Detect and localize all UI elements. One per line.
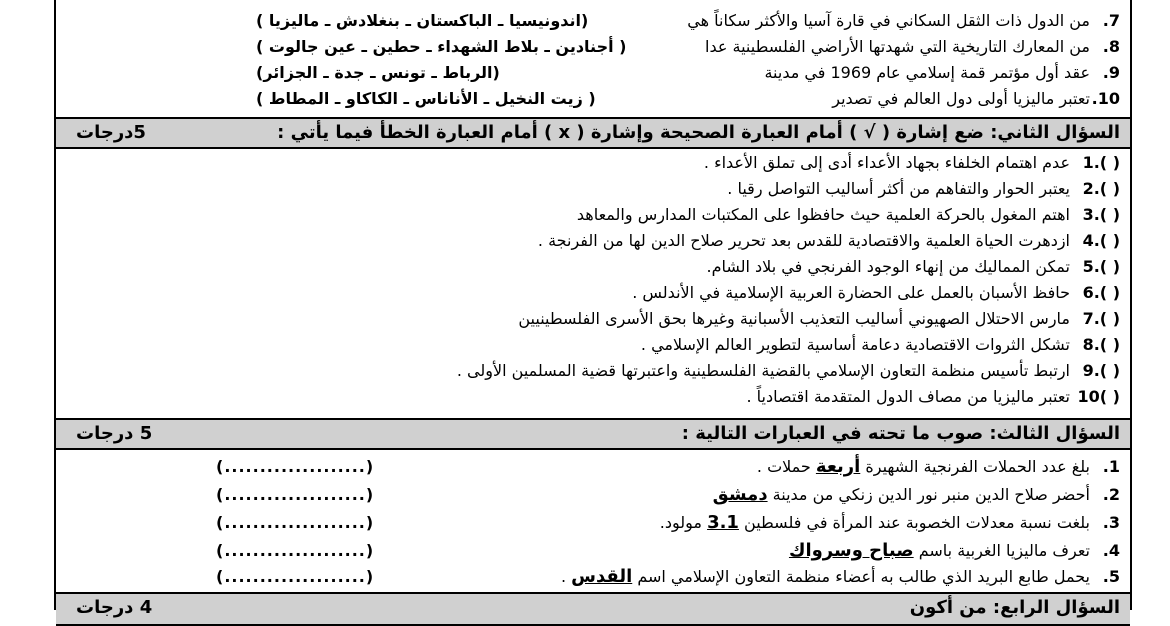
correction-number: .3 <box>1102 513 1120 532</box>
mcq-item-8 <box>56 34 1130 60</box>
tf-answer-slot[interactable]: 9.( ) <box>1082 361 1120 380</box>
correction-post: مولود. <box>659 513 702 532</box>
mcq-stem: من المعارك التاريخية التي شهدتها الأراضي الفلسطينية عدا <box>705 37 1090 56</box>
mcq-item-9 <box>56 60 1130 86</box>
tf-answer-slot[interactable]: 4.( ) <box>1082 231 1120 250</box>
correction-post: . <box>560 567 567 586</box>
mcq-stem: عقد أول مؤتمر قمة إسلامي عام 1969 في مدينة <box>764 63 1090 82</box>
correction-key: دمشق <box>712 484 768 505</box>
tf-statement: مارس الاحتلال الصهيوني أساليب التعذيب الأسبانية وغيرها بحق الأسرى الفلسطينيين <box>518 309 1070 328</box>
question-2-header <box>56 117 1130 149</box>
tf-answer-slot[interactable]: 6.( ) <box>1082 283 1120 302</box>
tf-statement: اهتم المغول بالحركة العلمية حيث حافظوا على المكتبات المدارس والمعاهد <box>576 205 1070 224</box>
question-3-score: 5 درجات <box>76 423 153 444</box>
answer-blank[interactable]: (....................) <box>216 567 375 586</box>
exam-sheet <box>54 0 1132 618</box>
tf-statement: يعتبر الحوار والتفاهم من أكثر أساليب التواصل رقيا . <box>727 179 1070 198</box>
tf-answer-slot[interactable]: 7.( ) <box>1082 309 1120 328</box>
answer-blank[interactable]: (....................) <box>216 485 375 504</box>
tf-answer-slot[interactable]: 8.( ) <box>1082 335 1120 354</box>
question-3-title: السؤال الثالث: صوب ما تحته في العبارات التالية : <box>681 423 1120 444</box>
mcq-options: (الرباط ـ تونس ـ جدة ـ الجزائر) <box>256 63 500 82</box>
correction-number: .4 <box>1102 541 1120 560</box>
tf-answer-slot[interactable]: 2.( ) <box>1082 179 1120 198</box>
question-4-title: السؤال الرابع: من أكون <box>909 597 1120 618</box>
correction-key: أربعة <box>815 456 861 477</box>
question-3-header <box>56 418 1130 450</box>
tf-item <box>56 306 1130 332</box>
question-4-header <box>56 592 1130 626</box>
correction-pre: بلغت نسبة معدلات الخصوبة عند المرأة في فلسطين <box>744 513 1090 532</box>
tf-item <box>56 176 1130 202</box>
correction-pre: يحمل طابع البريد الذي طالب به أعضاء منظمة التعاون الإسلامي اسم <box>637 567 1090 586</box>
tf-statement: ارتبط تأسيس منظمة التعاون الإسلامي بالقضية الفلسطينية واعتبرتها قضية المسلمين الأولى . <box>456 361 1070 380</box>
question-4-score: 4 درجات <box>76 597 153 618</box>
mcq-number: .8 <box>1102 37 1120 56</box>
mcq-options: (اندونيسيا ـ الباكستان ـ بنغلادش ـ ماليزيا ) <box>256 11 589 30</box>
mcq-number: .9 <box>1102 63 1120 82</box>
question-2-title: السؤال الثاني: ضع إشارة ( √ ) أمام العبارة الصحيحة وإشارة ( x ) أمام العبارة الخطأ فيما يأتي : <box>277 122 1120 143</box>
mcq-item-10 <box>56 86 1130 112</box>
mcq-options: ( زيت النخيل ـ الأناناس ـ الكاكاو ـ المطاط ) <box>256 89 596 108</box>
question-2-score: 5درجات <box>76 122 146 143</box>
correction-item <box>56 538 1130 564</box>
tf-item <box>56 280 1130 306</box>
tf-item <box>56 150 1130 176</box>
tf-statement: تشكل الثروات الاقتصادية دعامة أساسية لتطوير العالم الإسلامي . <box>640 335 1070 354</box>
tf-answer-slot[interactable]: 1.( ) <box>1082 153 1120 172</box>
answer-blank[interactable]: (....................) <box>216 513 375 532</box>
tf-answer-slot[interactable]: 10( ) <box>1077 387 1120 406</box>
tf-item <box>56 228 1130 254</box>
correction-number: .2 <box>1102 485 1120 504</box>
correction-pre: بلغ عدد الحملات الفرنجية الشهيرة <box>865 457 1090 476</box>
mcq-options: ( أجنادين ـ بلاط الشهداء ـ حطين ـ عين جالوت ) <box>256 37 627 56</box>
mcq-item-7 <box>56 8 1130 34</box>
correction-item <box>56 482 1130 508</box>
correction-key: القدس <box>571 566 633 587</box>
mcq-stem: من الدول ذات الثقل السكاني في قارة آسيا والأكثر سكاناً هي <box>687 11 1090 30</box>
tf-answer-slot[interactable]: 5.( ) <box>1082 257 1120 276</box>
tf-item <box>56 384 1130 410</box>
mcq-number: .10 <box>1091 89 1120 108</box>
correction-item <box>56 564 1130 590</box>
correction-item <box>56 454 1130 480</box>
tf-item <box>56 254 1130 280</box>
tf-statement: عدم اهتمام الخلفاء بجهاد الأعداء أدى إلى تملق الأعداء . <box>703 153 1070 172</box>
mcq-stem: تعتبر ماليزيا أولى دول العالم في تصدير <box>832 89 1090 108</box>
answer-blank[interactable]: (....................) <box>216 541 375 560</box>
tf-answer-slot[interactable]: 3.( ) <box>1082 205 1120 224</box>
tf-statement: تمكن المماليك من إنهاء الوجود الفرنجي في بلاد الشام. <box>706 257 1070 276</box>
correction-item <box>56 510 1130 536</box>
mcq-number: .7 <box>1102 11 1120 30</box>
answer-blank[interactable]: (....................) <box>216 457 375 476</box>
tf-item <box>56 202 1130 228</box>
correction-pre: تعرف ماليزيا الغربية باسم <box>918 541 1090 560</box>
tf-statement: حافظ الأسبان بالعمل على الحضارة العربية الإسلامية في الأندلس . <box>632 283 1070 302</box>
correction-key: 3.1 <box>707 512 739 533</box>
correction-key: صباح وسرواك <box>788 540 914 561</box>
tf-statement: تعتبر ماليزيا من مصاف الدول المتقدمة اقتصادياً . <box>746 387 1070 406</box>
correction-post: حملات . <box>756 457 811 476</box>
correction-pre: أحضر صلاح الدين منبر نور الدين زنكي من مدينة <box>772 485 1090 504</box>
correction-number: .1 <box>1102 457 1120 476</box>
tf-item <box>56 358 1130 384</box>
tf-statement: ازدهرت الحياة العلمية والاقتصادية للقدس بعد تحرير صلاح الدين لها من الفرنجة . <box>537 231 1070 250</box>
correction-number: .5 <box>1102 567 1120 586</box>
tf-item <box>56 332 1130 358</box>
